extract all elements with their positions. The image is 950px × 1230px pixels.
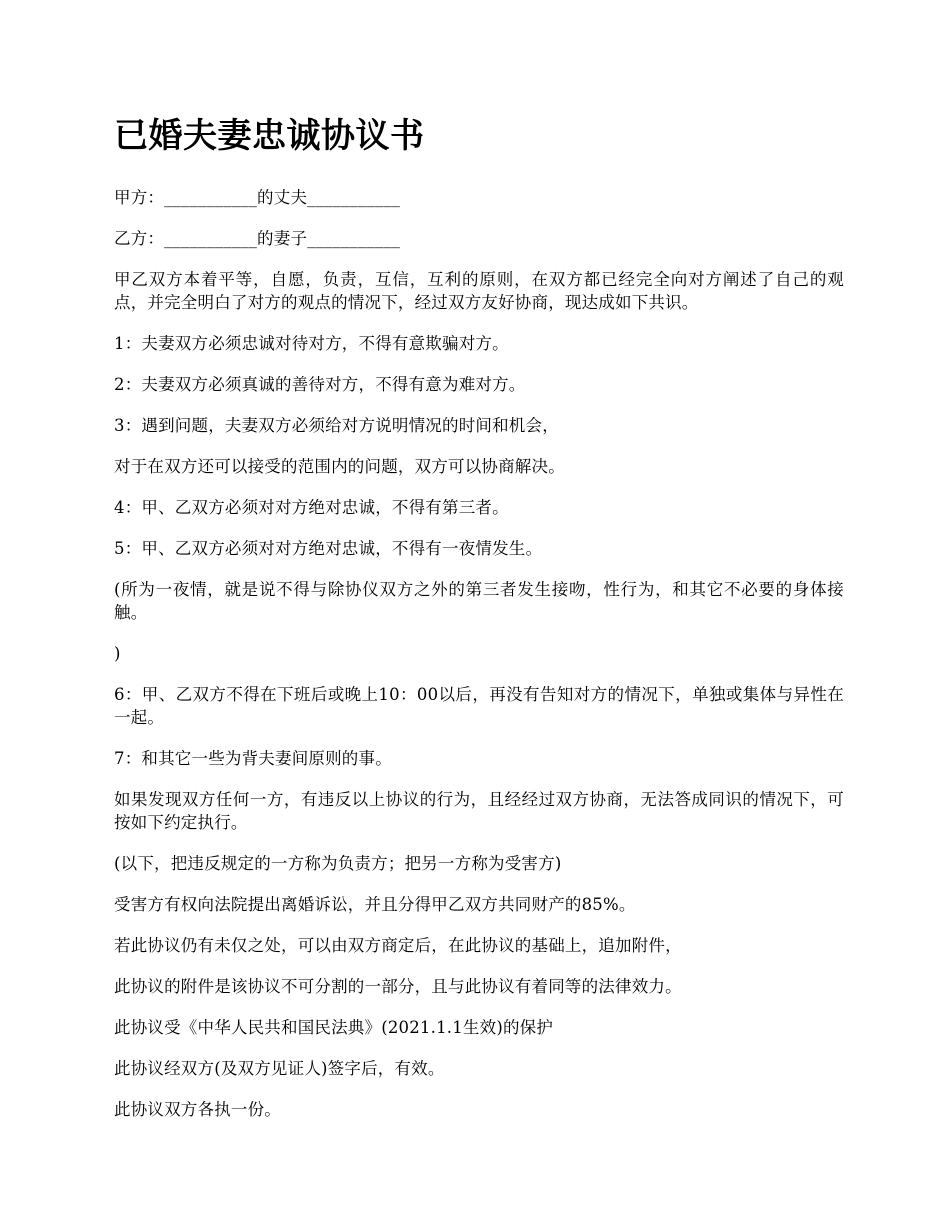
clause-3: 3：遇到问题，夫妻双方必须给对方说明情况的时间和机会， xyxy=(114,416,559,435)
document-page xyxy=(114,112,844,1139)
party-b-line: 乙方：___________的妻子___________ xyxy=(114,229,401,248)
clause-2: 2：夫妻双方必须真诚的善待对方，不得有意为难对方。 xyxy=(114,375,526,394)
clause-4: 4：甲、乙双方必须对对方绝对忠诚，不得有第三者。 xyxy=(114,498,509,517)
clause-6: 6：甲、乙双方不得在下班后或晚上10：00以后，再没有告知对方的情况下，单独或集体与异性在一起。 xyxy=(114,685,844,727)
supplement-paragraph: 若此协议仍有未仅之处，可以由双方商定后，在此协议的基础上，追加附件， xyxy=(114,936,682,955)
party-a-line: 甲方：___________的丈夫___________ xyxy=(114,188,401,207)
clause-5-note: (所为一夜情，就是说不得与除协仪双方之外的第三者发生接吻，性行为，和其它不必要的身体接触。 xyxy=(114,580,844,622)
annex-paragraph: 此协议的附件是该协议不可分割的一部分，且与此协议有着同等的法律效力。 xyxy=(114,977,682,996)
document-title: 已婚夫妻忠诚协议书 xyxy=(114,116,425,156)
clause-5-note-close: ) xyxy=(114,644,121,663)
copies-paragraph: 此协议双方各执一份。 xyxy=(114,1100,281,1119)
clause-1: 1：夫妻双方必须忠诚对待对方，不得有意欺骗对方。 xyxy=(114,334,509,353)
preamble-paragraph: 甲乙双方本着平等，自愿，负责，互信，互利的原则，在双方都已经完全向对方阐述了自己的观点，并完全明白了对方的观点的情况下，经过双方友好协商，现达成如下共识。 xyxy=(114,270,844,312)
definitions-paragraph: (以下，把违反规定的一方称为负责方；把另一方称为受害方) xyxy=(114,854,562,873)
clause-3-continued: 对于在双方还可以接受的范围内的问题，双方可以协商解决。 xyxy=(114,457,565,476)
effectiveness-paragraph: 此协议经双方(及双方见证人)签字后，有效。 xyxy=(114,1059,445,1078)
clause-5: 5：甲、乙双方必须对对方绝对忠诚，不得有一夜情发生。 xyxy=(114,539,543,558)
clause-7: 7：和其它一些为背夫妻间原则的事。 xyxy=(114,749,392,768)
remedy-paragraph: 受害方有权向法院提出离婚诉讼，并且分得甲乙双方共同财产的85%。 xyxy=(114,895,636,914)
legal-protection-paragraph: 此协议受《中华人民共和国民法典》(2021.1.1生效)的保护 xyxy=(114,1018,554,1037)
violation-paragraph: 如果发现双方任何一方，有违反以上协议的行为，且经经过双方协商，无法答成同识的情况下，可按如下约定执行。 xyxy=(114,790,844,832)
